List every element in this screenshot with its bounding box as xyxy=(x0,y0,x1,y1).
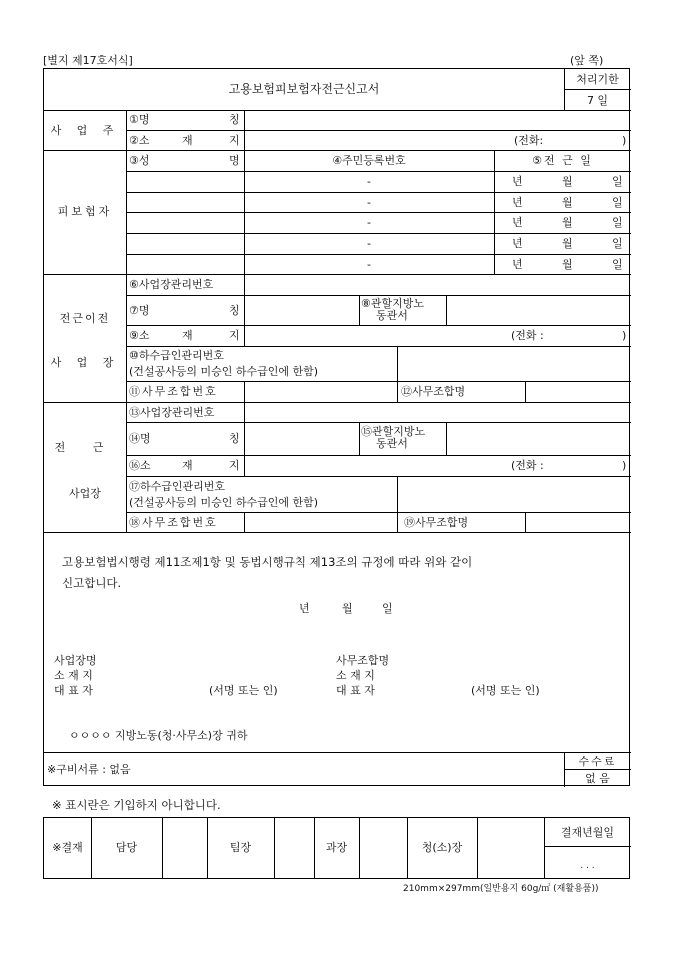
approval-team-lead: 팀장 xyxy=(229,841,252,854)
employer-name-label: ①명 xyxy=(129,113,150,126)
after-union-name-label: ⑲사무조합명 xyxy=(404,516,469,529)
left-signer-name-label: 사업장명 xyxy=(54,654,97,667)
required-documents: ※구비서류 : 없음 xyxy=(47,763,131,776)
after-mgmt-no-label: ⑬사업장관리번호 xyxy=(129,406,215,419)
before-name-label: ⑦명 xyxy=(129,304,150,317)
before-union-no-label: ⑪사무조합번호 xyxy=(129,385,218,398)
declaration-text: 고용보험법시행령 제11조제1항 및 동법시행규칙 제13조의 규정에 따라 위와 같이 xyxy=(62,555,473,569)
right-signer-address-label: 소 재 지 xyxy=(336,669,375,682)
insured-section-label: 피보험자 xyxy=(57,205,113,218)
approval-table xyxy=(43,817,630,879)
fee-label: 수수료 xyxy=(578,755,617,768)
page-side-label: (앞 쪽) xyxy=(570,54,604,67)
after-subcontractor-label: ⑰하수급인관리번호 xyxy=(129,480,226,493)
before-office-label: ⑧관할지방노 xyxy=(361,297,424,310)
form-reference: [별지 제17호서식] xyxy=(43,54,133,67)
paper-specification: 210mm×297mm(일반용지 60g/㎡ (재활용품)) xyxy=(403,884,599,894)
col-date-label: ⑤전 근 일 xyxy=(532,154,593,167)
approval-section-chief: 과장 xyxy=(325,841,348,854)
processing-period-label: 처리기한 xyxy=(576,73,619,86)
declaration-date-month: 월 xyxy=(342,602,353,615)
before-section-label-1: 전근이전 xyxy=(59,312,111,325)
before-union-name-label: ⑫사무조합명 xyxy=(401,385,466,398)
report-form: 고용보험피보험자전근신고서 처리기한 7 일 사 업 주 ①명 칭 ②소 재 지 (전화: ) 피보험자 ③성 명 ④주민등록번호 ⑤전 근 일 - 년 월 일 - 년 월 일 - 년 월 일 - 년 월 일 - 년 월 일 전근이전 사 업 장 ⑥사업장관리번호 ⑦명 칭 ⑧관할지방노 동관서 ⑨소 재 지 (전화 : ) ⑩하수급인관리번호 (건설공사등의 미승인 하수급인에 한함) ⑪사무조합번호 ⑫사무조합명 전 근 사업장 ⑬사업장관리번호 ⑭명 칭 ⑮관할지방노 동관서 ⑯소 재 지 (전화 : ) ⑰하수급인관리번호 (건설공사등의 미승인 하수급인에 한함) ⑱사무조합번호 ⑲사무조합명 고용보험법시행령 제11조제1항 및 동법시행규칙 제13조의 규정에 따라 위와 같이 신고합니다. 년 월 일 사업장명 소 재 지 대 표 자 (서명 또는 인) 사무조합명 소 재 지 대 표 자 (서명 또는 인) ㅇㅇㅇㅇ 지방노동(청·사무소)장 귀하 ※구비서류 : 없음 수수료 없 음 xyxy=(43,68,630,786)
addressee: ㅇㅇㅇㅇ 지방노동(청·사무소)장 귀하 xyxy=(69,729,248,742)
approval-date-label: 결재년월일 xyxy=(560,826,615,839)
note-text: ※ 표시란은 기입하지 아니합니다. xyxy=(52,798,221,812)
left-signature-field[interactable]: (서명 또는 인) xyxy=(209,684,278,697)
before-subcontractor-label: ⑩하수급인관리번호 xyxy=(129,349,224,362)
employer-phone-label: (전화: xyxy=(514,134,544,147)
approval-date-value: . . . xyxy=(580,861,595,871)
left-signer-rep-label: 대 표 자 xyxy=(54,684,93,697)
fee-value: 없 음 xyxy=(585,772,610,785)
left-signer-address-label: 소 재 지 xyxy=(54,669,93,682)
approval-label: ※결재 xyxy=(52,841,83,854)
employer-section-label: 사 업 주 xyxy=(50,124,120,137)
col-rrn-label: ④주민등록번호 xyxy=(332,154,406,167)
col-name-label: ③성 xyxy=(129,154,150,167)
approval-staff: 담당 xyxy=(115,841,138,854)
declaration-date-year: 년 xyxy=(299,602,310,615)
after-section-label-2: 사업장 xyxy=(69,487,101,500)
before-mgmt-no-label: ⑥사업장관리번호 xyxy=(129,278,214,291)
before-address-label: ⑨소 xyxy=(129,329,150,342)
after-office-label: ⑮관할지방노 xyxy=(361,425,426,438)
before-section-label-2: 사 업 장 xyxy=(50,356,120,369)
declaration-date-day: 일 xyxy=(382,602,393,615)
right-signer-name-label: 사무조합명 xyxy=(336,654,390,667)
approval-office-head: 청(소)장 xyxy=(421,841,463,854)
form-title: 고용보험피보험자전근신고서 xyxy=(228,82,380,96)
after-section-label-1: 전 근 xyxy=(54,441,116,454)
after-address-label: ⑯소 xyxy=(129,459,151,472)
processing-period-value: 7 일 xyxy=(586,94,609,107)
after-phone-label: (전화 : xyxy=(511,459,544,472)
before-phone-label: (전화 : xyxy=(511,329,544,342)
after-union-no-label: ⑱사무조합번호 xyxy=(129,516,218,529)
employer-address-label: ②소 xyxy=(129,134,150,147)
right-signer-rep-label: 대 표 자 xyxy=(336,684,375,697)
after-name-label: ⑭명 xyxy=(129,432,151,445)
right-signature-field[interactable]: (서명 또는 인) xyxy=(471,684,540,697)
